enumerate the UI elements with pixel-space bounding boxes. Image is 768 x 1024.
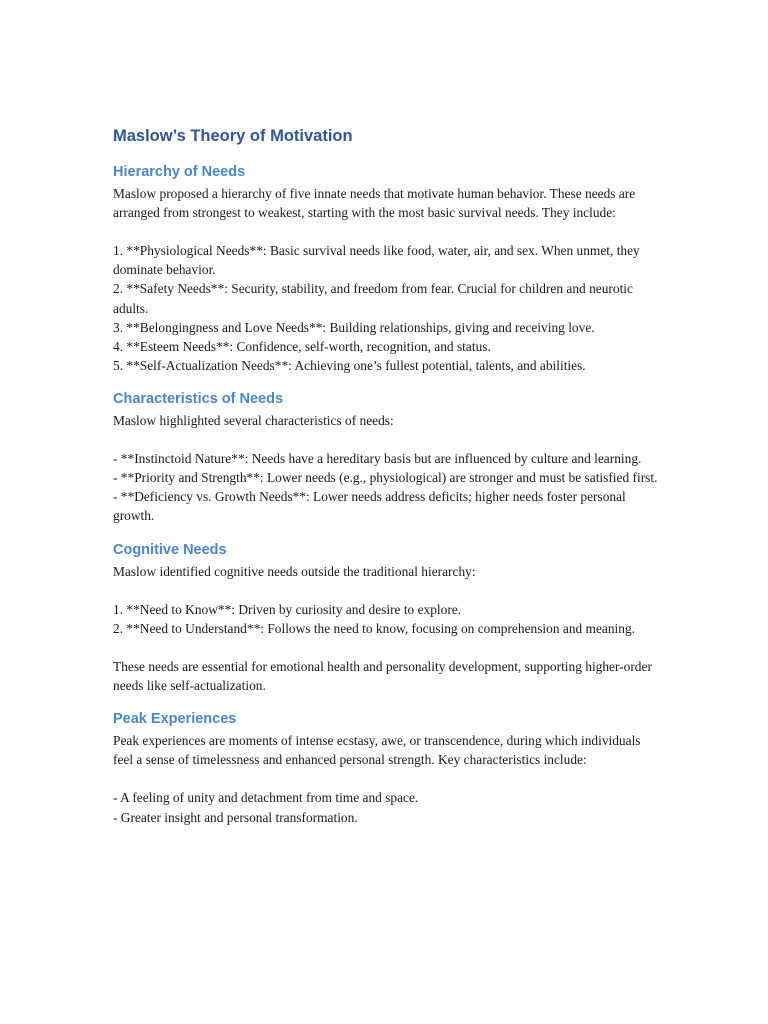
list-item: 4. **Esteem Needs**: Confidence, self-worth, recognition, and status. (113, 338, 491, 354)
section-heading: Peak Experiences (113, 711, 237, 728)
list-item: - A feeling of unity and detachment from time and space. (113, 790, 419, 806)
list-item: - Greater insight and personal transformation. (113, 809, 358, 825)
section-characteristics-of-needs (113, 389, 658, 526)
section-intro: Maslow identified cognitive needs outside the traditional hierarchy: (113, 563, 476, 579)
list-item: - **Priority and Strength**: Lower needs (e.g., physiological) are stronger and must be satisfied first. (113, 470, 658, 486)
section-intro: Maslow proposed a hierarchy of five innate needs that motivate human behavior. These needs are arranged from strongest to weakest, starting with the most basic survival needs. They include: (113, 186, 636, 221)
section-intro: Maslow highlighted several characteristics of needs: (113, 412, 394, 428)
list-item: 1. **Physiological Needs**: Basic survival needs like food, water, air, and sex. When unmet, they dominate behavior. (113, 243, 640, 278)
section-cognitive-needs (113, 540, 658, 696)
list-item: 3. **Belongingness and Love Needs**: Building relationships, giving and receiving love. (113, 319, 595, 335)
section-heading: Characteristics of Needs (113, 390, 284, 407)
list-item: - **Deficiency vs. Growth Needs**: Lower needs address deficits; higher needs foster personal growth. (113, 489, 626, 524)
section-hierarchy-of-needs (113, 162, 658, 375)
list-item: 5. **Self-Actualization Needs**: Achieving one’s fullest potential, talents, and abilities. (113, 357, 586, 373)
list-item: 2. **Need to Understand**: Follows the need to know, focusing on comprehension and meaning. (113, 620, 636, 636)
section-outro: These needs are essential for emotional health and personality development, supporting higher-order needs like self-actualization. (113, 658, 652, 694)
section-heading: Cognitive Needs (113, 541, 227, 558)
section-heading: Hierarchy of Needs (113, 164, 246, 180)
section-intro: Peak experiences are moments of intense ecstasy, awe, or transcendence, during which individuals feel a sense of timelessness and enhanced personal strength. Key characteristics include: (113, 733, 641, 768)
section-peak-experiences (113, 709, 658, 826)
list-item: 1. **Need to Know**: Driven by curiosity and desire to explore. (113, 601, 462, 617)
document-title: Maslow’s Theory of Motivation (113, 127, 353, 145)
list-item: - **Instinctoid Nature**: Needs have a hereditary basis but are influenced by culture and learning. (113, 451, 642, 467)
list-item: 2. **Safety Needs**: Security, stability, and freedom from fear. Crucial for children and neurotic adults. (113, 281, 633, 316)
